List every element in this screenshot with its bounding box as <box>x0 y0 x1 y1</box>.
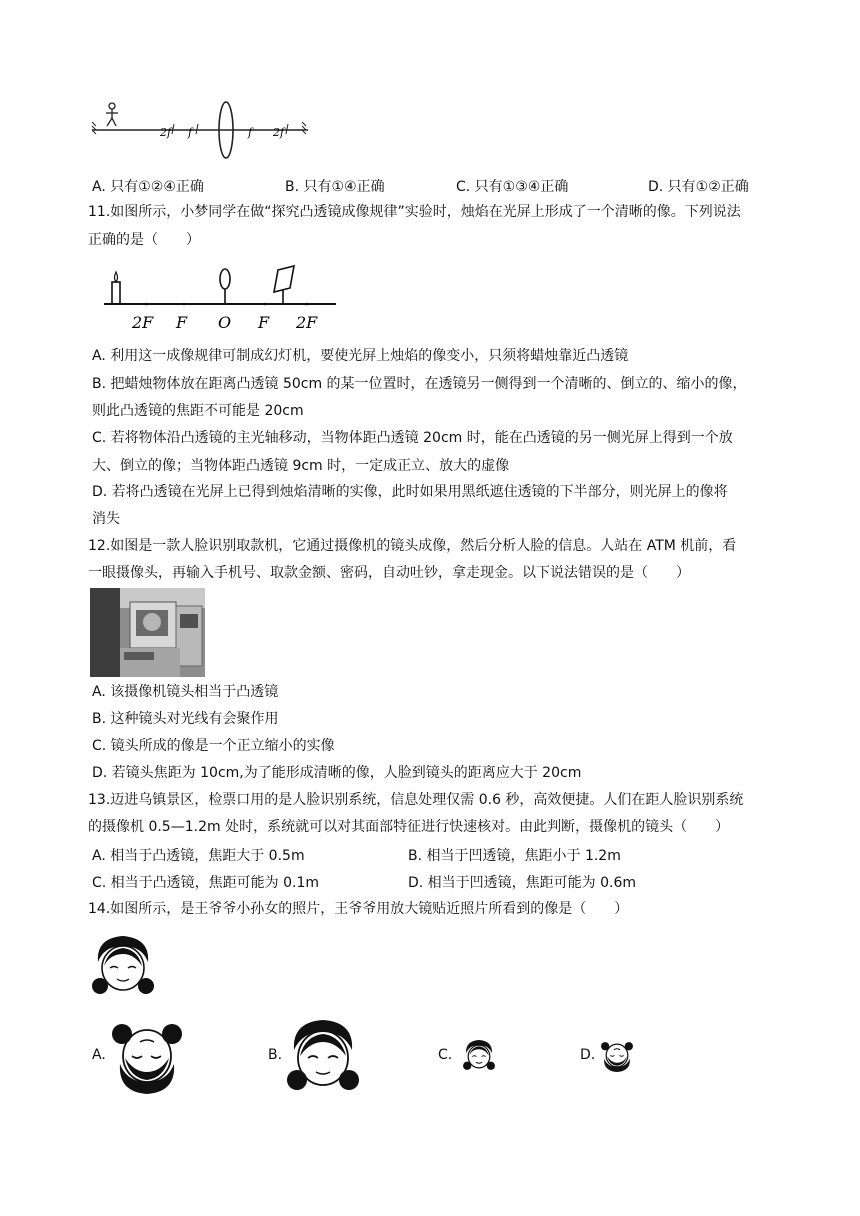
label-F-right: F <box>258 313 270 332</box>
q13-stem-line1: 13.迈进乌镇景区，检票口用的是人脸识别系统，信息处理仅需 0.6 秒，高效便捷。人们在距人脸识别系统 <box>88 792 744 808</box>
label-O: O <box>218 313 232 332</box>
q11-option-a[interactable]: A. 利用这一成像规律可制成幻灯机，要使光屏上烛焰的像变小，只须将蜡烛靠近凸透镜 <box>92 348 629 364</box>
q14-option-b-image <box>286 1016 360 1098</box>
q10-option-c[interactable]: C. 只有①③④正确 <box>456 179 569 195</box>
q11-stem-line1: 11.如图所示，小梦同学在做“探究凸透镜成像规律”实验时，烛焰在光屏上形成了一个清晰的像。下列说法 <box>88 204 741 220</box>
label-2F-right: 2F <box>296 313 318 332</box>
label-F-left: F <box>176 313 188 332</box>
q12-stem-line1: 12.如图是一款人脸识别取款机，它通过摄像机的镜头成像，然后分析人脸的信息。人站在 ATM 机前，看 <box>88 538 737 554</box>
q14-option-b-label[interactable]: B. <box>268 1047 283 1063</box>
q13-option-c[interactable]: C. 相当于凸透镜，焦距可能为 0.1m <box>92 875 320 891</box>
q13-option-b[interactable]: B. 相当于凹透镜，焦距小于 1.2m <box>408 848 621 864</box>
q12-option-d[interactable]: D. 若镜头焦距为 10cm,为了能形成清晰的像，人脸到镜头的距离应大于 20cm <box>92 765 582 781</box>
q13-option-d[interactable]: D. 相当于凹透镜，焦距可能为 0.6m <box>408 875 637 891</box>
q12-option-b[interactable]: B. 这种镜头对光线有会聚作用 <box>92 711 279 727</box>
q11-option-b-line1[interactable]: B. 把蜡烛物体放在距离凸透镜 50cm 的某一位置时，在透镜另一侧得到一个清晰的、倒立的、缩小的像， <box>92 376 747 392</box>
q14-option-c-label[interactable]: C. <box>438 1047 453 1063</box>
label-2F-left: 2F <box>132 313 154 332</box>
q14-option-a-label[interactable]: A. <box>92 1047 106 1063</box>
q11-option-c-line1[interactable]: C. 若将物体沿凸透镜的主光轴移动，当物体距凸透镜 20cm 时，能在凸透镜的另一侧光屏上得到一个放 <box>92 430 733 446</box>
q13-stem-line2: 的摄像机 0.5—1.2m 处时，系统就可以对其面部特征进行快速核对。由此判断，摄像机的镜头（ ） <box>88 819 730 835</box>
q12-option-a[interactable]: A. 该摄像机镜头相当于凸透镜 <box>92 684 279 700</box>
label-f-left: f <box>188 126 193 139</box>
q14-option-c-image <box>462 1036 496 1076</box>
q10-option-a[interactable]: A. 只有①②④正确 <box>92 179 204 195</box>
q11-option-d-line1[interactable]: D. 若将凸透镜在光屏上已得到烛焰清晰的实像，此时如果用黑纸遮住透镜的下半部分，则光屏上的像将 <box>92 484 728 500</box>
label-f-right: f <box>248 126 253 139</box>
girl-photo-original <box>90 932 156 1002</box>
q11-option-c-line2: 大、倒立的像；当物体距凸透镜 9cm 时，一定成正立、放大的虚像 <box>92 458 510 474</box>
candle-icon <box>112 282 120 304</box>
q11-optical-bench-diagram <box>100 262 340 336</box>
q14-option-d-label[interactable]: D. <box>580 1047 596 1063</box>
q11-option-d-line2: 消失 <box>92 511 120 527</box>
lens-icon <box>220 269 230 289</box>
q10-option-d[interactable]: D. 只有①②正确 <box>648 179 749 195</box>
q13-option-a[interactable]: A. 相当于凸透镜，焦距大于 0.5m <box>92 848 305 864</box>
q11-stem-line2: 正确的是（ ） <box>88 232 200 248</box>
q10-option-b[interactable]: B. 只有①④正确 <box>285 179 385 195</box>
q12-option-c[interactable]: C. 镜头所成的像是一个正立缩小的实像 <box>92 738 335 754</box>
label-2f-left: 2f <box>160 126 172 139</box>
q11-option-b-line2: 则此凸透镜的焦距不可能是 20cm <box>92 403 304 419</box>
screen-icon <box>274 266 294 292</box>
label-2f-right: 2f <box>273 126 285 139</box>
atm-photo <box>90 588 205 677</box>
q12-stem-line2: 一眼摄像头，再输入手机号、取款金额、密码，自动吐钞，拿走现金。以下说法错误的是（ ） <box>88 565 690 581</box>
q14-stem: 14.如图所示，是王爷爷小孙女的照片，王爷爷用放大镜贴近照片所看到的像是（ ） <box>88 901 629 917</box>
q14-option-d-image <box>600 1034 634 1078</box>
stick-figure-icon <box>106 103 118 126</box>
q10-lens-diagram <box>88 92 318 162</box>
q14-option-a-image <box>112 1014 182 1098</box>
